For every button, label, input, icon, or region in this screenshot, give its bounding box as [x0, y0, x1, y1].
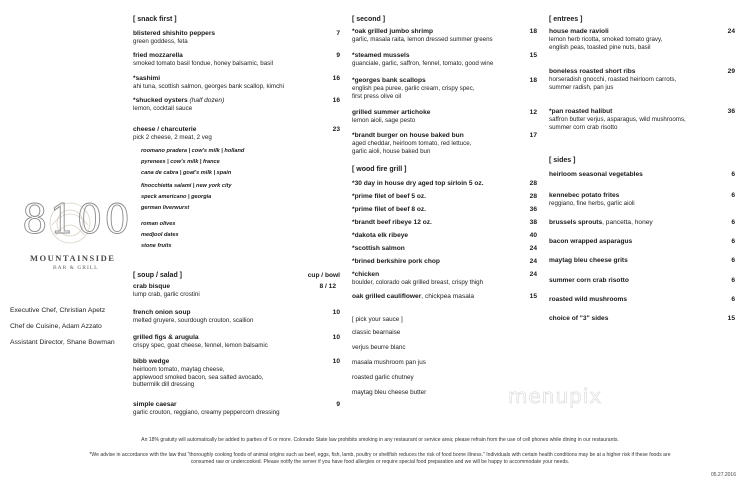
- item-name: *brandt burger on house baked bun: [352, 132, 464, 139]
- menu-item: [352, 132, 537, 155]
- item-description: green goddess, feta: [133, 38, 188, 45]
- cheese-list-item: stone fruits: [141, 243, 172, 249]
- item-price: 36: [727, 108, 735, 115]
- staff-chef-de-cuisine: Chef de Cuisine, Adam Azzato: [10, 323, 102, 330]
- menu-item: [549, 257, 735, 265]
- item-price: 9: [336, 401, 340, 408]
- item-price: 40: [529, 232, 537, 239]
- item-name: grilled summer artichoke: [352, 109, 431, 116]
- item-description: heirloom tomato, maytag cheese,: [133, 366, 225, 373]
- item-price: 6: [731, 238, 735, 245]
- menu-item: [549, 277, 735, 285]
- item-name: *dakota elk ribeye: [352, 232, 409, 239]
- menu-item: [549, 238, 735, 246]
- logo-number: 8100: [22, 197, 132, 243]
- item-name: *prime filet of beef 5 oz.: [352, 193, 427, 200]
- item-name: roasted wild mushrooms: [549, 296, 628, 303]
- item-description: , pancetta, honey: [602, 219, 653, 226]
- sauce-option: roasted garlic chutney: [352, 374, 414, 381]
- menu-item: [352, 293, 537, 301]
- item-description: pick 2 cheese, 2 meat, 2 veg: [133, 134, 212, 141]
- item-name: *shucked oysters: [133, 97, 188, 104]
- footer-advisory-line-1: *We advise in accordance with the law that "thoroughly cooking foods of animal origins such as beef, eggs, fish, lamb, poultry or shellfish reduces the risk of food borne illness." Individuals with certain health conditions may be at a higher risk if these foods are: [89, 452, 671, 458]
- footer-advisory-line-2: consumed raw or undercooked. Please notify the server if you have food allergies or require special food preparation and we will be happy to accommodate your needs.: [190, 459, 570, 465]
- item-description: , chickpea masala: [421, 293, 475, 300]
- item-name: *brandt beef ribeye 12 oz.: [352, 219, 432, 226]
- item-description: lump crab, garlic crostini: [133, 291, 200, 298]
- item-price: 6: [731, 219, 735, 226]
- menu-item: [133, 52, 340, 68]
- item-description: buttermilk dill dressing: [133, 381, 195, 389]
- item-price: 15: [529, 52, 537, 59]
- second-title: [ second ]: [352, 16, 386, 23]
- cheese-list-item: german liverwurst: [141, 205, 190, 211]
- item-description: summer radish, pan jus: [549, 83, 614, 91]
- menu-item: [352, 52, 537, 68]
- item-name: bacon wrapped asparagus: [549, 238, 633, 245]
- cheese-list-item: finocchietta salami | new york city: [141, 183, 232, 189]
- menu-item: [352, 271, 537, 287]
- item-description: aged cheddar, heirloom tomato, red lettuce,: [352, 140, 472, 147]
- sauce-option: maytag bleu cheese butter: [352, 389, 427, 396]
- item-name: *oak grilled jumbo shrimp: [352, 28, 433, 35]
- item-description: lemon, cocktail sauce: [133, 105, 193, 112]
- item-name: bibb wedge: [133, 358, 170, 365]
- cheese-list-item: pyrenees | cow's milk | france: [141, 159, 220, 165]
- item-description: horseradish gnocchi, roasted heirloom carrots,: [549, 76, 677, 83]
- sides-section: [549, 157, 735, 327]
- item-price: 18: [529, 28, 537, 35]
- menu-item: [549, 296, 735, 304]
- soup-salad-title: [ soup / salad ]: [133, 272, 183, 279]
- item-price: 9: [336, 52, 340, 59]
- item-price: 28: [529, 180, 537, 187]
- sauce-option: masala mushroom pan jus: [352, 359, 426, 366]
- second-section: [352, 16, 537, 166]
- snack-first-section: [133, 16, 340, 266]
- item-name: oak grilled cauliflower: [352, 293, 422, 300]
- menu-item: [352, 206, 537, 214]
- item-name: house made ravioli: [549, 28, 609, 35]
- item-price: 6: [731, 171, 735, 178]
- sides-title: [ sides ]: [549, 157, 576, 164]
- item-name: cheese / charcuterie: [133, 126, 197, 133]
- entrees-section: [549, 16, 735, 136]
- item-description: crispy spec, goat cheese, fennel, lemon balsamic: [133, 342, 268, 349]
- item-name: fried mozzarella: [133, 52, 183, 59]
- item-name: brussels sprouts: [549, 219, 603, 226]
- logo-name: MOUNTAINSIDE: [30, 253, 116, 263]
- item-price: 6: [731, 296, 735, 303]
- item-name: simple caesar: [133, 401, 177, 408]
- menu-item: [133, 309, 340, 325]
- item-description: guanciale, garlic, saffron, fennel, tomato, good wine: [352, 60, 494, 67]
- logo-subtitle: BAR & GRILL: [53, 265, 99, 271]
- menu-item: [352, 219, 537, 227]
- item-description: summer corn crab risotto: [549, 123, 618, 131]
- item-price: 6: [731, 192, 735, 199]
- menu-item: [352, 77, 537, 100]
- item-description: smoked tomato basil fondue, honey balsamic, basil: [133, 60, 273, 67]
- item-description: garlic aioli, house baked bun: [352, 147, 431, 155]
- menu-item: [352, 193, 537, 201]
- item-price: 7: [336, 30, 340, 37]
- item-name: french onion soup: [133, 309, 191, 316]
- item-price: 10: [332, 334, 340, 341]
- pick-sauce-section: [352, 316, 512, 406]
- staff-executive-chef: Executive Chef, Christian Apetz: [10, 307, 106, 314]
- watermark: [508, 384, 638, 414]
- item-name: heirloom seasonal vegetables: [549, 171, 643, 178]
- item-price: 12: [529, 109, 537, 116]
- cheese-list-item: cana de cabra | goat's milk | spain: [141, 170, 232, 176]
- menu-item: [549, 28, 735, 51]
- menu-item: [133, 334, 340, 350]
- restaurant-logo: [18, 195, 132, 285]
- item-description: first press olive oil: [352, 92, 402, 100]
- menu-item: [133, 358, 340, 389]
- item-price: 17: [529, 132, 537, 139]
- cheese-list-item: roomano pradera | cow's milk | holland: [141, 148, 245, 154]
- item-price: 28: [529, 193, 537, 200]
- item-price: 24: [529, 258, 537, 265]
- item-description: lemon herb ricotta, smoked tomato gravy,: [549, 36, 663, 43]
- item-name: *chicken: [352, 271, 380, 278]
- item-description: garlic, masala raita, lemon dressed summer greens: [352, 36, 493, 43]
- item-price: 24: [727, 28, 735, 35]
- item-price: 10: [332, 309, 340, 316]
- item-name: *steamed mussels: [352, 52, 410, 59]
- footer-date: 05.27.2016: [710, 472, 736, 478]
- item-name: *pan roasted halibut: [549, 108, 613, 115]
- item-description: ahi tuna, scottish salmon, georges bank scallop, kimchi: [133, 83, 284, 90]
- item-price: 29: [727, 68, 735, 75]
- item-price: 8 / 12: [319, 283, 336, 290]
- item-price: 10: [332, 358, 340, 365]
- item-name: crab bisque: [133, 283, 171, 290]
- item-description: applewood smoked bacon, sea salted avocado,: [133, 373, 264, 381]
- wood-fire-grill-section: [352, 166, 537, 306]
- item-name: *30 day in house dry aged top sirloin 5 oz.: [352, 180, 484, 187]
- menu-item: [549, 108, 735, 131]
- menu-item: [352, 28, 537, 44]
- soup-salad-section: [133, 272, 340, 422]
- item-description: melted gruyere, sourdough crouton, scallion: [133, 317, 254, 324]
- item-note: (half dozen): [189, 97, 225, 104]
- sauce-option: classic bearnaise: [352, 329, 401, 336]
- item-description: lemon aioli, sage pesto: [352, 117, 416, 124]
- staff-assistant-director: Assistant Director, Shane Bowman: [10, 339, 115, 346]
- menu-item: [549, 68, 735, 91]
- entrees-title: [ entrees ]: [549, 16, 583, 23]
- menu-item: [549, 171, 735, 179]
- menu-item: [352, 258, 537, 266]
- item-price: 36: [529, 206, 537, 213]
- item-price: 24: [529, 245, 537, 252]
- item-name: *prime filet of beef 8 oz.: [352, 206, 427, 213]
- item-description: garlic crouton, reggiano, creamy peppercorn dressing: [133, 409, 280, 416]
- item-name: *sashimi: [133, 75, 161, 82]
- menu-item: [352, 180, 537, 188]
- item-price: 16: [332, 97, 340, 104]
- menu-item: [549, 315, 735, 323]
- menu-item: [133, 97, 340, 113]
- menu-item: [352, 232, 537, 240]
- item-price: 24: [529, 271, 537, 278]
- item-name: maytag bleu cheese grits: [549, 257, 628, 264]
- cheese-list-item: medjool dates: [141, 232, 179, 238]
- menu-item: [133, 75, 340, 91]
- menu-item: [549, 219, 735, 227]
- wood-fire-grill-title: [ wood fire grill ]: [352, 166, 407, 173]
- pick-sauce-title: [ pick your sauce ]: [352, 316, 403, 323]
- footer-gratuity-note: An 18% gratuity will automatically be added to parties of 6 or more. Colorado State law prohibits smoking in any restaurant or service area; please refrain from the use of cell phones while dining in our restaurants.: [141, 437, 619, 443]
- item-name: boneless roasted short ribs: [549, 68, 636, 75]
- item-name: kennebec potato frites: [549, 192, 620, 199]
- item-name: choice of "3" sides: [549, 315, 609, 322]
- item-name: summer corn crab risotto: [549, 277, 629, 284]
- item-description: english pea puree, garlic cream, crispy spec,: [352, 85, 475, 92]
- item-description: saffron butter verjus, asparagus, wild mushrooms,: [549, 116, 686, 123]
- item-description: english peas, toasted pine nuts, basil: [549, 43, 651, 51]
- menu-item: [352, 109, 537, 125]
- item-price: 6: [731, 257, 735, 264]
- menu-item: [352, 245, 537, 253]
- item-description: boulder, colorado oak grilled breast, crispy thigh: [352, 279, 484, 286]
- cup-bowl-label: cup / bowl: [307, 272, 340, 279]
- menu-item: [549, 192, 735, 208]
- item-name: grilled figs & arugula: [133, 334, 199, 341]
- cheese-list-item: roman olives: [141, 221, 176, 227]
- item-name: *scottish salmon: [352, 245, 405, 252]
- item-price: 16: [332, 75, 340, 82]
- item-price: 23: [332, 126, 340, 133]
- menu-item: [133, 401, 340, 417]
- menu-item: [133, 283, 340, 299]
- menu-item: [133, 30, 340, 46]
- item-price: 6: [731, 277, 735, 284]
- watermark-text: menupix: [508, 384, 603, 408]
- item-name: *georges bank scallops: [352, 77, 426, 84]
- sauce-option: verjus beurre blanc: [352, 344, 406, 351]
- menu-item: [133, 126, 340, 142]
- item-name: *brined berkshire pork chop: [352, 258, 440, 265]
- item-price: 15: [727, 315, 735, 322]
- snack-first-title: [ snack first ]: [133, 16, 177, 23]
- item-price: 15: [529, 293, 537, 300]
- item-price: 18: [529, 77, 537, 84]
- item-description: reggiano, fine herbs, garlic aioli: [549, 200, 635, 207]
- cheese-list-item: speck americano | georgia: [141, 194, 212, 200]
- item-price: 38: [529, 219, 537, 226]
- item-name: blistered shishito peppers: [133, 30, 216, 37]
